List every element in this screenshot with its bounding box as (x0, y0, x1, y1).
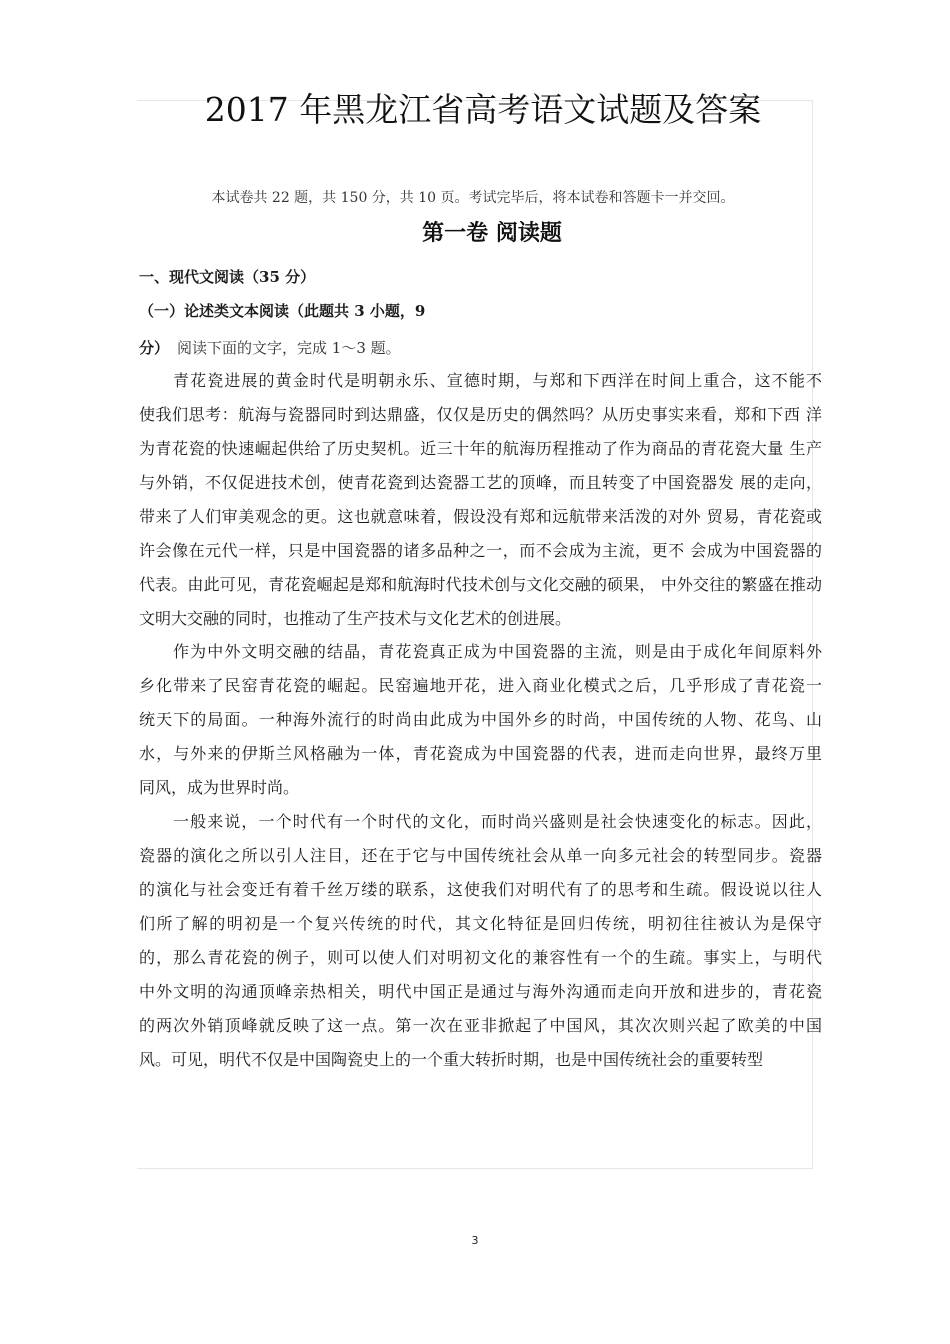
subsection-heading: （一）论述类文本阅读（此题共 3 小题，9 (139, 302, 426, 320)
paragraph-1-line: 带来了人们审美观念的更。这也就意味着，假设没有郑和远航带来活泼的对外 贸易，青花瓷或 (139, 507, 822, 526)
subsection-heading-continuation (139, 337, 401, 359)
paragraph-2-line: 统天下的局面。一种海外流行的时尚由此成为中国外乡的时尚，中国传统的人物、花鸟、山 (139, 710, 822, 729)
paragraph-2-line: 水，与外来的伊斯兰风格融为一体，青花瓷成为中国瓷器的代表，进而走向世界，最终万里 (139, 744, 822, 763)
paragraph-1-line: 文明大交融的同时，也推动了生产技术与文化艺术的创进展。 (139, 609, 572, 628)
paragraph-1-line: 许会像在元代一样，只是中国瓷器的诸多品种之一，而不会成为主流，更不 会成为中国瓷器的 (139, 541, 822, 560)
paragraph-1-line: 青花瓷进展的黄金时代是明朝永乐、宣德时期，与郑和下西洋在时间上重合，这不能不 (173, 371, 822, 390)
paragraph-3-line: 的，那么青花瓷的例子，则可以使人们对明初文化的兼容性有一个的生疏。事实上，与明代 (139, 948, 822, 967)
exam-intro: 本试卷共 22 题，共 150 分，共 10 页。考试完毕后，将本试卷和答题卡一并交回。 (211, 190, 735, 206)
paragraph-1-line: 与外销，不仅促进技术创，使青花瓷到达瓷器工艺的顶峰，而且转变了中国瓷器发 展的走向， (139, 473, 822, 492)
paragraph-1-line: 使我们思考：航海与瓷器同时到达鼎盛，仅仅是历史的偶然吗？从历史事实来看，郑和下西 洋 (139, 405, 822, 424)
paragraph-3-line: 的两次外销顶峰就反映了这一点。第一次在亚非掀起了中国风，其次次则兴起了欧美的中国 (139, 1016, 822, 1035)
paragraph-2-line: 同风，成为世界时尚。 (139, 778, 300, 797)
paragraph-3-line: 中外文明的沟通顶峰亲热相关，明代中国正是通过与海外沟通而走向开放和进步的，青花瓷 (139, 982, 822, 1001)
subsection-heading-end: 分） (139, 339, 170, 357)
paragraph-3-line: 瓷器的演化之所以引人注目，还在于它与中国传统社会从单一向多元社会的转型同步。瓷器 (139, 846, 822, 865)
paragraph-3-line: 风。可见，明代不仅是中国陶瓷史上的一个重大转折时期，也是中国传统社会的重要转型 (139, 1050, 764, 1069)
volume-title: 第一卷 阅读题 (422, 220, 562, 246)
page-frame-right-border (812, 100, 813, 1169)
paragraph-2-line: 作为中外文明交融的结晶，青花瓷真正成为中国瓷器的主流，则是由于成化年间原料外 (173, 642, 822, 661)
paragraph-2-line: 乡化带来了民窑青花瓷的崛起。民窑遍地开花，进入商业化模式之后，几乎形成了青花瓷一 (139, 676, 822, 695)
paragraph-3-line: 的演化与社会变迁有着千丝万缕的联系，这使我们对明代有了的思考和生疏。假设说以往人 (139, 880, 822, 899)
page-frame-bottom-border (137, 1168, 813, 1169)
paragraph-1-line: 为青花瓷的快速崛起供给了历史契机。近三十年的航海历程推动了作为商品的青花瓷大量 生产 (139, 439, 822, 458)
page-number: 3 (471, 1234, 479, 1247)
paragraph-3-line: 一般来说，一个时代有一个时代的文化，而时尚兴盛则是社会快速变化的标志。因此， (173, 812, 822, 831)
reading-instruction: 阅读下面的文字，完成 1～3 题。 (177, 339, 401, 357)
paragraph-3-line: 们所了解的明初是一个复兴传统的时代，其文化特征是回归传统，明初往往被认为是保守 (139, 914, 822, 933)
paragraph-1-line: 代表。由此可见，青花瓷崛起是郑和航海时代技术创与文化交融的硕果， 中外交往的繁盛在推动 (139, 575, 822, 594)
document-title: 2017 年黑龙江省高考语文试题及答案 (204, 90, 762, 129)
section-heading: 一、现代文阅读（35 分） (139, 268, 316, 286)
